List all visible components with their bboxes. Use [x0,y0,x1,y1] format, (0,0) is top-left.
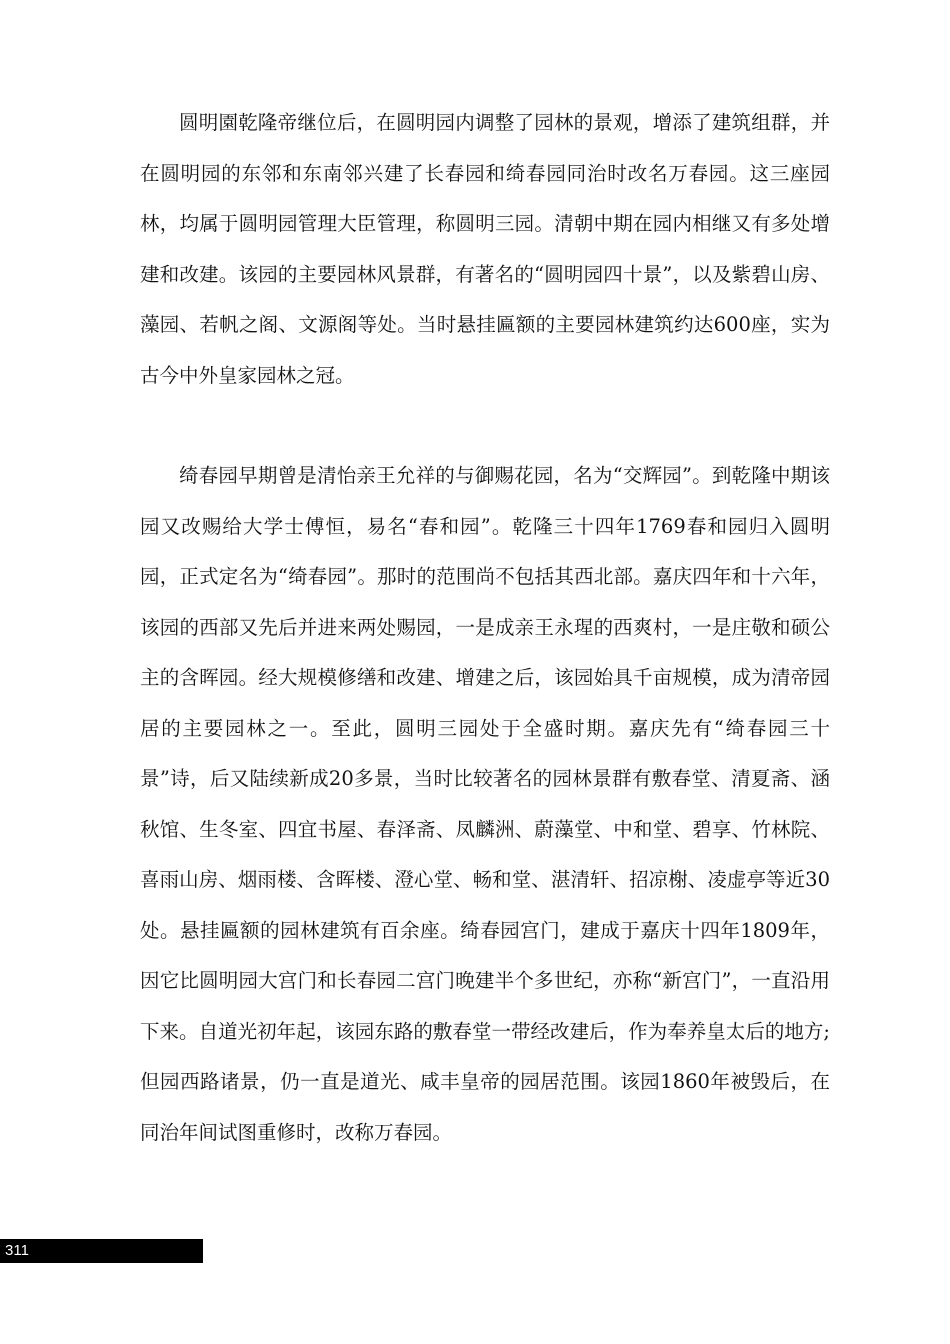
page-number-bar [0,1239,203,1263]
paragraph-qichunyuan: 绮春园早期曾是清怡亲王允祥的与御赐花园，名为“交辉园”。到乾隆中期该园又改赐给大学士傅恒，易名“春和园”。乾隆三十四年1769春和园归入圆明园，正式定名为“绮春园”。那时的范围尚不包括其西北部。嘉庆四年和十六年，该园的西部又先后并进来两处赐园，一是成亲王永瑆的西爽村，一是庄敬和硕公主的含晖园。经大规模修缮和改建、增建之后，该园始具千亩规模，成为清帝园居的主要园林之一。至此，圆明三园处于全盛时期。嘉庆先有“绮春园三十景”诗，后又陆续新成20多景，当时比较著名的园林景群有敷春堂、清夏斋、涵秋馆、生冬室、四宜书屋、春泽斋、凤麟洲、蔚藻堂、中和堂、碧享、竹林院、喜雨山房、烟雨楼、含晖楼、澄心堂、畅和堂、湛清轩、招凉榭、凌虚亭等近30处。悬挂匾额的园林建筑有百余座。绮春园宫门，建成于嘉庆十四年1809年，因它比圆明园大宫门和长春园二宫门晚建半个多世纪，亦称“新宫门”，一直沿用下来。自道光初年起，该园东路的敷春堂一带经改建后，作为奉养皇太后的地方;但园西路诸景，仍一直是道光、咸丰皇帝的园居范围。该园1860年被毁后，在同治年间试图重修时，改称万春园。 [140,464,830,1144]
page-number: 311 [5,1242,29,1259]
body-text [140,98,830,1158]
paragraph-yuanmingyuan: 圆明園乾隆帝继位后，在圆明园内调整了园林的景观，增添了建筑组群，并在圆明园的东邻和东南邻兴建了长春园和绮春园同治时改名万春园。这三座园林，均属于圆明园管理大臣管理，称圆明三园。清朝中期在园内相继又有多处增建和改建。该园的主要园林风景群，有著名的“圆明园四十景”，以及紫碧山房、藻园、若帆之阁、文源阁等处。当时悬挂匾额的主要园林建筑约达600座，实为古今中外皇家园林之冠。 [140,111,830,387]
